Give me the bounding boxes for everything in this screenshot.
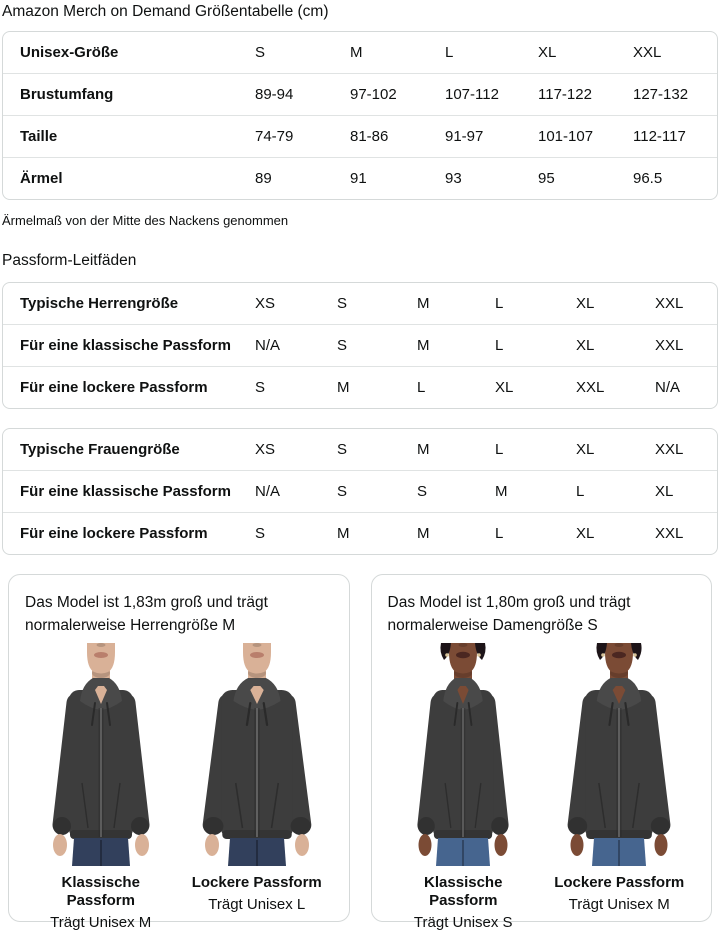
table-cell: XXL — [655, 337, 684, 354]
row-label: Brustumfang — [20, 86, 114, 103]
table-cell: XS — [255, 295, 276, 312]
table-cell: L — [576, 483, 585, 500]
table-cell: 89-94 — [255, 86, 294, 103]
row-label: Für eine klassische Passform — [20, 483, 231, 500]
size-label: Trägt Unisex S — [413, 914, 513, 931]
row-label: Für eine lockere Passform — [20, 379, 208, 396]
row-label: Taille — [20, 128, 58, 145]
table-cell: S — [417, 483, 428, 500]
loose-fit-figure — [545, 643, 693, 932]
row-label: Für eine klassische Passform — [20, 337, 231, 354]
page-title: Amazon Merch on Demand Größentabelle (cm) — [2, 3, 329, 20]
table-cell: XL — [576, 295, 595, 312]
table-row — [3, 73, 717, 115]
table-cell: XL — [495, 379, 514, 396]
male-model-classic-fit-photo — [31, 643, 171, 866]
table-cell: N/A — [655, 379, 681, 396]
size-label: Trägt Unisex L — [208, 896, 306, 913]
table-cell: S — [337, 441, 348, 458]
table-cell: XXL — [576, 379, 605, 396]
table-row — [3, 470, 717, 512]
classic-fit-figure — [27, 643, 175, 932]
table-cell: L — [417, 379, 426, 396]
fit-label: Lockere Passform — [554, 874, 685, 891]
table-cell: 96.5 — [633, 170, 663, 187]
table-cell: 89 — [255, 170, 272, 187]
table-cell: S — [255, 525, 266, 542]
female-model-loose-fit-photo — [549, 643, 689, 866]
row-label: Ärmel — [20, 170, 63, 187]
table-cell: L — [495, 295, 504, 312]
table-cell: 127-132 — [633, 86, 689, 103]
fit-label: Klassische Passform — [61, 874, 140, 909]
men-model-card — [8, 574, 350, 931]
table-cell: M — [417, 337, 430, 354]
table-row — [3, 512, 717, 554]
model-description: Das Model ist 1,83m groß und trägt normalerweise Herrengröße M — [25, 594, 268, 634]
size-label: Trägt Unisex M — [568, 896, 670, 913]
row-label: Typische Herrengröße — [20, 295, 179, 312]
table-cell: M — [417, 441, 430, 458]
table-cell: XXL — [655, 441, 684, 458]
table-cell: 117-122 — [538, 86, 592, 103]
table-cell: M — [417, 295, 430, 312]
table-cell: 93 — [445, 170, 462, 187]
table-cell: XL — [576, 441, 595, 458]
table-cell: L — [495, 441, 504, 458]
model-cards-row — [0, 574, 720, 931]
figures-row — [25, 643, 333, 932]
table-row — [3, 366, 717, 408]
loose-fit-figure — [183, 643, 331, 932]
table-cell: 112-117 — [633, 128, 686, 145]
table-cell: 97-102 — [350, 86, 397, 103]
table-cell: S — [255, 44, 266, 61]
table-row — [3, 32, 717, 73]
table-cell: S — [337, 337, 348, 354]
unisex-size-table — [2, 31, 718, 200]
female-model-classic-fit-photo — [393, 643, 533, 866]
table-row — [3, 283, 717, 324]
row-label: Für eine lockere Passform — [20, 525, 208, 542]
table-cell: XS — [255, 441, 276, 458]
table-cell: 95 — [538, 170, 555, 187]
table-cell: L — [445, 44, 454, 61]
table-cell: 91-97 — [445, 128, 484, 145]
table-cell: 81-86 — [350, 128, 389, 145]
table-cell: M — [495, 483, 508, 500]
table-cell: 101-107 — [538, 128, 594, 145]
model-description: Das Model ist 1,80m groß und trägt normalerweise Damengröße S — [387, 594, 631, 634]
row-label: Unisex-Größe — [20, 44, 119, 61]
table-cell: XXL — [655, 525, 684, 542]
table-row — [3, 157, 717, 199]
table-cell: M — [417, 525, 430, 542]
table-cell: L — [495, 525, 504, 542]
table-cell: M — [337, 379, 350, 396]
male-model-loose-fit-photo — [187, 643, 327, 866]
fit-guides-heading: Passform-Leitfäden — [2, 252, 137, 269]
table-cell: 107-112 — [445, 86, 499, 103]
row-label: Typische Frauengröße — [20, 441, 180, 458]
table-cell: S — [337, 295, 348, 312]
women-model-card — [371, 574, 713, 931]
table-cell: XL — [576, 337, 595, 354]
table-cell: XL — [538, 44, 557, 61]
table-cell: 74-79 — [255, 128, 294, 145]
table-cell: M — [350, 44, 363, 61]
table-cell: 91 — [350, 170, 367, 187]
sleeve-measure-note: Ärmelmaß von der Mitte des Nackens genommen — [2, 213, 289, 228]
table-row — [3, 429, 717, 470]
table-cell: S — [337, 483, 348, 500]
table-row — [3, 324, 717, 366]
table-cell: XL — [576, 525, 595, 542]
table-cell: N/A — [255, 483, 281, 500]
fit-label: Lockere Passform — [191, 874, 322, 891]
table-cell: XXL — [655, 295, 684, 312]
table-row — [3, 115, 717, 157]
table-cell: S — [255, 379, 266, 396]
table-cell: N/A — [255, 337, 281, 354]
figures-row — [388, 643, 696, 932]
table-cell: M — [337, 525, 350, 542]
classic-fit-figure — [389, 643, 537, 932]
men-fit-table — [2, 282, 718, 409]
size-label: Trägt Unisex M — [50, 914, 152, 931]
women-fit-table — [2, 428, 718, 555]
fit-label: Klassische Passform — [424, 874, 503, 909]
table-cell: XXL — [633, 44, 662, 61]
table-cell: XL — [655, 483, 674, 500]
table-cell: L — [495, 337, 504, 354]
